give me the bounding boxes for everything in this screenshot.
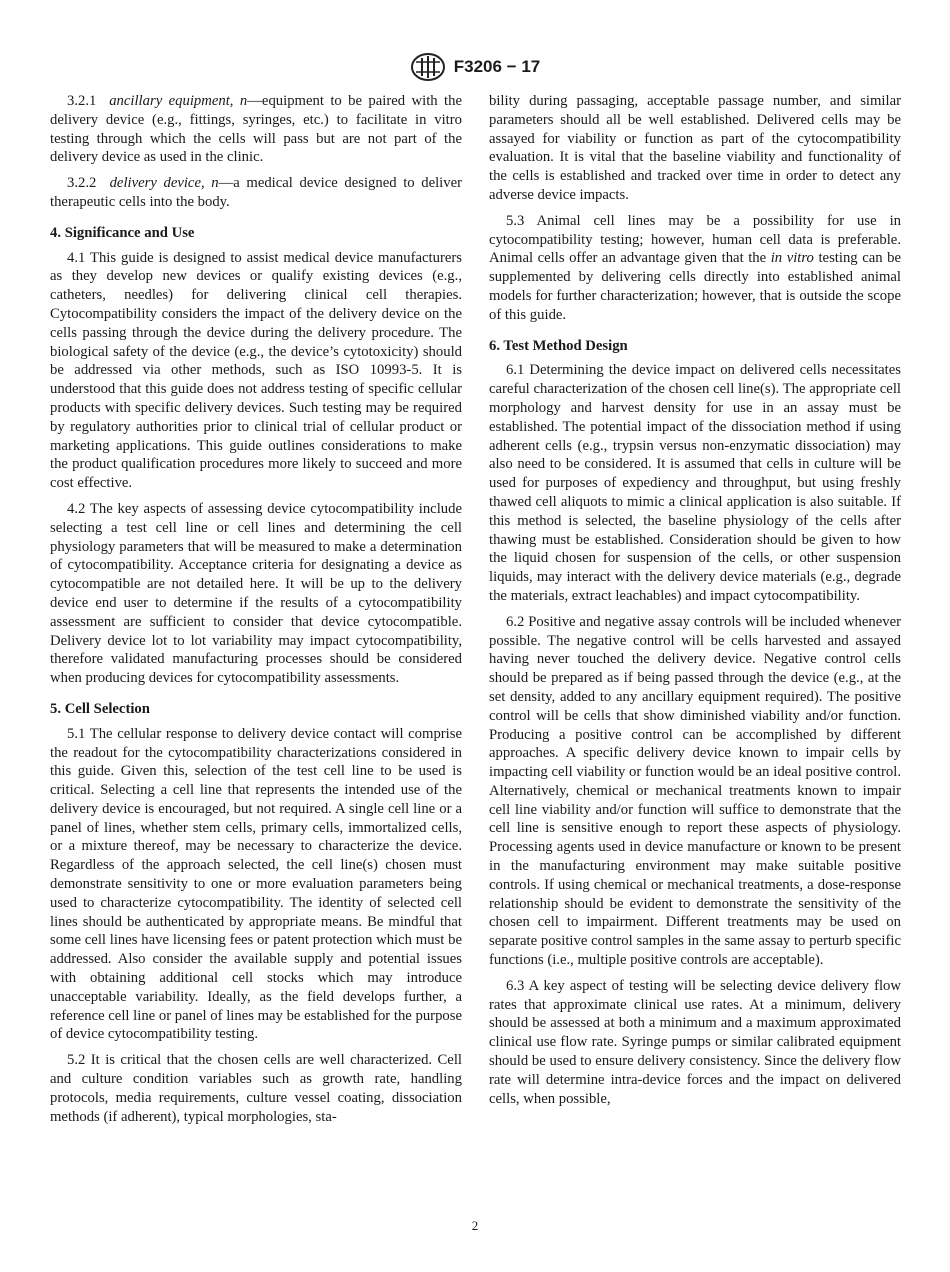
paragraph-3-2-1: 3.2.1 ancillary equipment, n—equipment to be paired with the delivery device (e.g., fittings, syringes, etc.) to facilitate in vitro testing through which the cells will pass but are not part of the delivery device as used in the clinic. — [50, 93, 462, 166]
document-code: F3206 − 17 — [453, 57, 541, 76]
astm-logo-icon — [410, 52, 446, 82]
paragraph-5-3: 5.3 Animal cell lines may be a possibility for use in cytocompatibility testing; however, human cell data is preferable. Animal cells offer an advantage given that the in vitro testing can be supplemented by delivering cells directly into established animal models for further characterization; however, that is outside the scope of this guide. — [489, 212, 901, 323]
paragraph-4-1: 4.1 This guide is designed to assist medical device manufacturers as they develop new devices or qualify existing devices (e.g., catheters, needles) for delivering clinical cell therapies. Cytocompatibility considers the impact of the delivery device on the cells passing through the device during the delivery procedure. The biological safety of the device (e.g., the device’s cytotoxicity) should be addressed via other methods, such as ISO 10993-5. It is understood that this guide does not address testing of specific cellular products with specific delivery devices. Such testing may be required by regulatory authorities prior to clinical trial of cellular product or marketing applications. This guide outlines considerations to make the product qualification procedures more likely to succeed and more cost effective. — [50, 249, 462, 492]
paragraph-6-2: 6.2 Positive and negative assay controls will be included whenever possible. The negative control will be cells harvested and assayed having never touched the delivery device. Negative control cells should be prepared as if being passed through the device (e.g., at the set density, added to any ancillary equipment required). The positive control will be cells that show diminished viability and/or function. Producing a positive control can be accomplished by different approaches. A specific delivery device known to impair cells by impacting cell viability or function would be an ideal positive control. Alternatively, chemical or mechanical treatments known to impair cell line viability and/or function will suffice to demonstrate that the cell line is sensitive enough to report these aspects of physiology. Processing agents used in device manufacture or known to be present in the manufacturing environment may make suitable positive controls. If using chemical or mechanical treatments, a dose-response relationship should be evident to demonstrate the sensitivity of the chosen cell to impairment. Different treatments may be used on separate positive control samples in the same assay to perturb specific functions (i.e., multiple positive controls are acceptable). — [489, 613, 901, 969]
section-heading-4: 4. Significance and Use — [50, 224, 195, 241]
paragraph-5-1: 5.1 The cellular response to delivery device contact will comprise the readout for the cytocompatibility characterizations considered in this guide. Given this, selection of the test cell line to be used is critical. Selecting a cell line that represents the intended use of the delivery device is encouraged, but not required. A single cell line or a panel of lines, whether stem cells, primary cells, immortalized cells, or a mixture thereof, may be necessary to characterize the device. Regardless of the approach selected, the cell line(s) chosen must demonstrate sensitivity to one or more evaluation parameters being used to characterize cytocompatibility. The identity of selected cell lines should be authenticated by appropriate means. Be mindful that some cell lines have licensing fees or patent protection which must be addressed. Also consider the available supply and potential issues with obtaining additional cell stocks which may introduce unacceptable variability. Ideally, as the field develops further, a reference cell line or panel of lines may be established for the purpose of device cytocompatibility testing. — [50, 725, 462, 1043]
paragraph-5-2-continued: bility during passaging, acceptable passage number, and similar parameters should all be well established. Delivered cells may be assayed for viability or function as part of the cytocompatibility evaluation. It is vital that the baseline viability and functionality of the cells is established and tracked over time in order to detect any adverse device impacts. — [489, 93, 901, 203]
paragraph-5-2: 5.2 It is critical that the chosen cells are well characterized. Cell and culture condition variables such as growth rate, handling protocols, media requirements, culture vessel coating, dissociation methods (if adherent), typical morphologies, sta- — [50, 1052, 462, 1125]
section-heading-5: 5. Cell Selection — [50, 700, 150, 717]
left-column — [50, 92, 462, 1133]
paragraph-6-1: 6.1 Determining the device impact on delivered cells necessitates careful characterization of the chosen cell line(s). The appropriate cell morphology and harvest density for use in an assay must be established. The potential impact of the dissociation method if using adherent cells (e.g., trypsin versus non-enzymatic dissociation) may also need to be considered. It is assumed that cells in culture will be used for purposes of expediency and throughput, but using freshly thawed cell aliquots to mimic a clinical application is also suitable. If this method is selected, the baseline physiology of the cells after thawing must be established. Consideration should be given to how the liquid chosen for suspension of the cells, or other suspension liquids, may interact with the delivery device materials (e.g., degrade the materials, extract leachables) and impact cytocompatibility. — [489, 362, 901, 604]
page-number: 2 — [471, 1218, 479, 1233]
paragraph-4-2: 4.2 The key aspects of assessing device cytocompatibility include selecting a test cell line or cell lines and determining the cell physiology parameters that will be measured to make a determination of cytocompatibility. Acceptance criteria for designating a device as cytocompatible are not detailed here. It will be up to the delivery device end user to determine if the results of a cytocompatibility assessment are sufficient to consider that device cytocompatible. Delivery device lot to lot variability may impact cytocompatibility, therefore validated manufacturing processes should be considered when producing devices for cytocompatibility assessments. — [50, 500, 462, 687]
right-column — [489, 92, 901, 1115]
page-header — [0, 52, 950, 86]
paragraph-6-3: 6.3 A key aspect of testing will be selecting device delivery flow rates that approximate clinical use rates. At a minimum, delivery should be assessed at both a minimum and a maximum approximated clinical use flow rate. Syringe pumps or similar calibrated equipment should be used to ensure delivery consistency. Since the delivery flow rate will determine intra-device forces and the impact on delivered cells, when possible, — [489, 977, 901, 1107]
paragraph-3-2-2: 3.2.2 delivery device, n—a medical device designed to deliver therapeutic cells into the body. — [50, 175, 463, 210]
section-heading-6: 6. Test Method Design — [489, 337, 628, 354]
